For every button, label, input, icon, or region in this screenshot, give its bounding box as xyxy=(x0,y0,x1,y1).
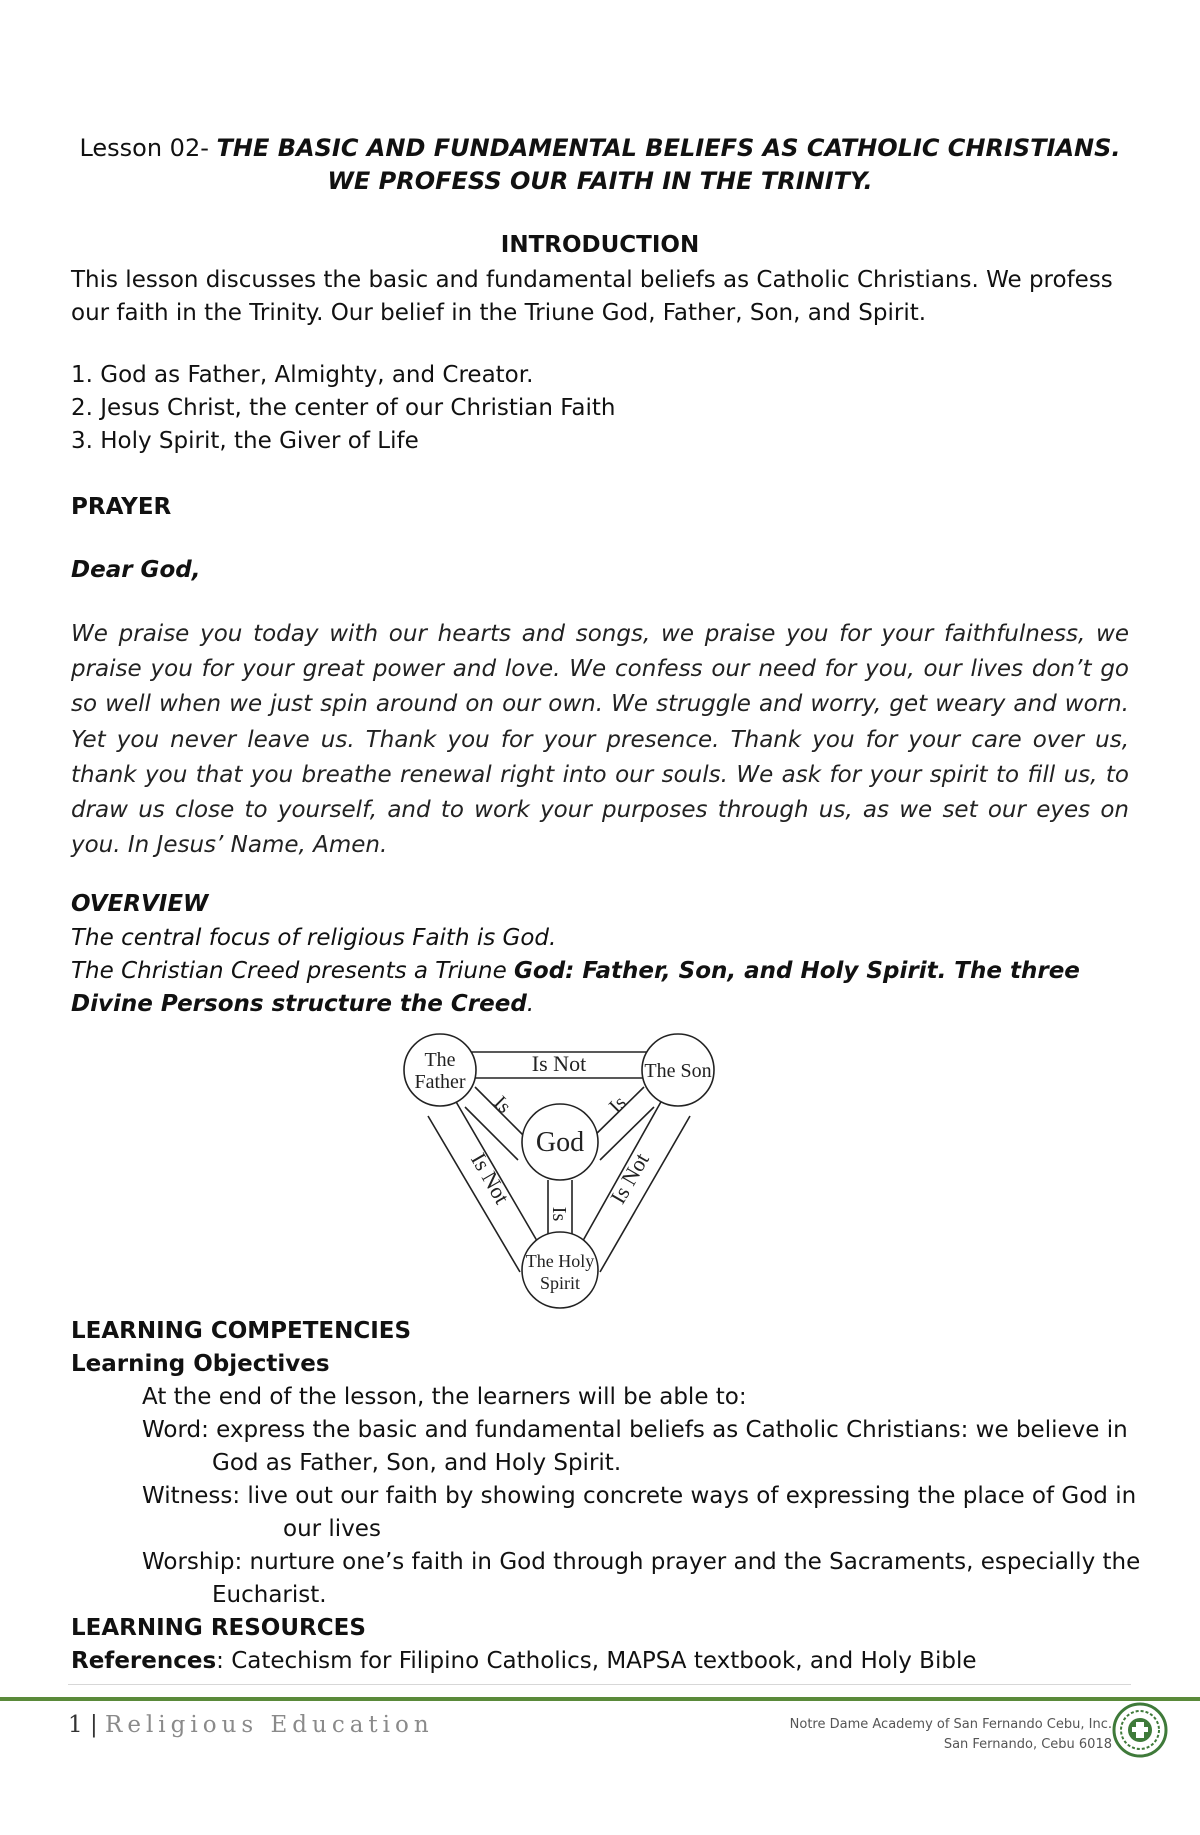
overview-line-2-end: . xyxy=(526,991,535,1017)
objectives-intro: At the end of the lesson, the learners will be able to: xyxy=(142,1384,747,1410)
spoke-father-bottom xyxy=(465,1107,518,1160)
page-separator: | xyxy=(89,1712,98,1738)
is-not-label-right: Is Not xyxy=(605,1148,654,1209)
school-seal-icon xyxy=(1112,1702,1168,1758)
father-label-2: Father xyxy=(414,1071,466,1093)
is-label-bottom: Is xyxy=(548,1206,570,1222)
school-address: San Fernando, Cebu 6018 xyxy=(943,1737,1112,1752)
is-not-label-left: Is Not xyxy=(466,1148,515,1209)
footer-page-label xyxy=(68,1712,434,1738)
overview-line-2 xyxy=(71,955,1131,1021)
school-name: Notre Dame Academy of San Fernando Cebu, Inc. xyxy=(789,1717,1112,1732)
intro-item-1: 1. God as Father, Almighty, and Creator. xyxy=(71,362,534,388)
lesson-title-text: THE BASIC AND FUNDAMENTAL BELIEFS AS CATHOLIC CHRISTIANS. WE PROFESS OUR FAITH IN THE TRINITY. xyxy=(216,134,1121,195)
spoke-son-bottom xyxy=(600,1107,654,1160)
overview-text xyxy=(71,922,1131,1021)
objective-worship-1: Worship: nurture one’s faith in God through prayer and the Sacraments, especially the xyxy=(142,1549,1141,1575)
introduction-heading: INTRODUCTION xyxy=(500,232,700,258)
spirit-label-2: Spirit xyxy=(539,1273,581,1293)
resources-heading: LEARNING RESOURCES xyxy=(71,1615,366,1641)
objective-worship-2: Eucharist. xyxy=(212,1582,327,1608)
intro-item-2: 2. Jesus Christ, the center of our Christian Faith xyxy=(71,395,616,421)
is-not-label-top: Is Not xyxy=(531,1051,587,1076)
lesson-prefix: Lesson 02- xyxy=(79,134,209,162)
competencies-heading: LEARNING COMPETENCIES xyxy=(71,1318,412,1344)
intro-item-3: 3. Holy Spirit, the Giver of Life xyxy=(71,428,419,454)
son-label: The Son xyxy=(644,1060,712,1082)
prayer-salutation: Dear God, xyxy=(71,557,201,583)
spirit-label-1: The Holy xyxy=(525,1251,595,1271)
objective-word-1: Word: express the basic and fundamental beliefs as Catholic Christians: we believe in xyxy=(142,1417,1128,1443)
objective-word-2: God as Father, Son, and Holy Spirit. xyxy=(212,1450,622,1476)
overview-line-1: The central focus of religious Faith is God. xyxy=(71,925,557,951)
subject-name: Religious Education xyxy=(105,1712,434,1738)
prayer-heading: PRAYER xyxy=(71,494,172,520)
overview-heading: OVERVIEW xyxy=(71,891,209,917)
objective-witness-2: our lives xyxy=(283,1516,381,1542)
page-number: 1 xyxy=(68,1712,83,1738)
is-label-right: Is xyxy=(604,1091,631,1118)
footer-school-info xyxy=(790,1715,1112,1755)
references-text: : Catechism for Filipino Catholics, MAPSA textbook, and Holy Bible xyxy=(216,1648,977,1674)
god-label: God xyxy=(535,1127,585,1158)
overview-line-2-plain: The Christian Creed presents a Triune xyxy=(71,958,515,984)
overview-line-2-bold: God: Father, Son, and Holy Spirit. The three Divine Persons structure the Creed xyxy=(71,958,1080,1017)
trinity-diagram xyxy=(400,1032,720,1317)
footer-thin-rule xyxy=(68,1684,1131,1685)
footer-rule xyxy=(0,1697,1200,1701)
prayer-text: We praise you today with our hearts and songs, we praise you for your faithfulness, we praise you for your great power and love. We confess our need for you, our lives don’t go so well when we just spin around on our own. We struggle and worry, get weary and worn. Yet you never leave us. Thank you for your presence. Thank you for your care over us, thank you that you breathe renewal right into our souls. We ask for your spirit to fill us, to draw us close to yourself, and to work your purposes through us, as we set our eyes on you. In Jesus’ Name, Amen. xyxy=(71,621,1129,859)
is-label-left: Is xyxy=(489,1091,516,1118)
objective-witness-1: Witness: live out our faith by showing concrete ways of expressing the place of God in xyxy=(142,1483,1137,1509)
lesson-title xyxy=(60,132,1140,198)
introduction-text: This lesson discusses the basic and fundamental beliefs as Catholic Christians. We profess our faith in the Trinity. Our belief in the Triune God, Father, Son, and Spirit. xyxy=(71,267,1113,326)
objectives-heading: Learning Objectives xyxy=(71,1351,330,1377)
references-line xyxy=(71,1648,976,1674)
references-label: References xyxy=(71,1648,217,1674)
father-label-1: The xyxy=(424,1049,456,1071)
